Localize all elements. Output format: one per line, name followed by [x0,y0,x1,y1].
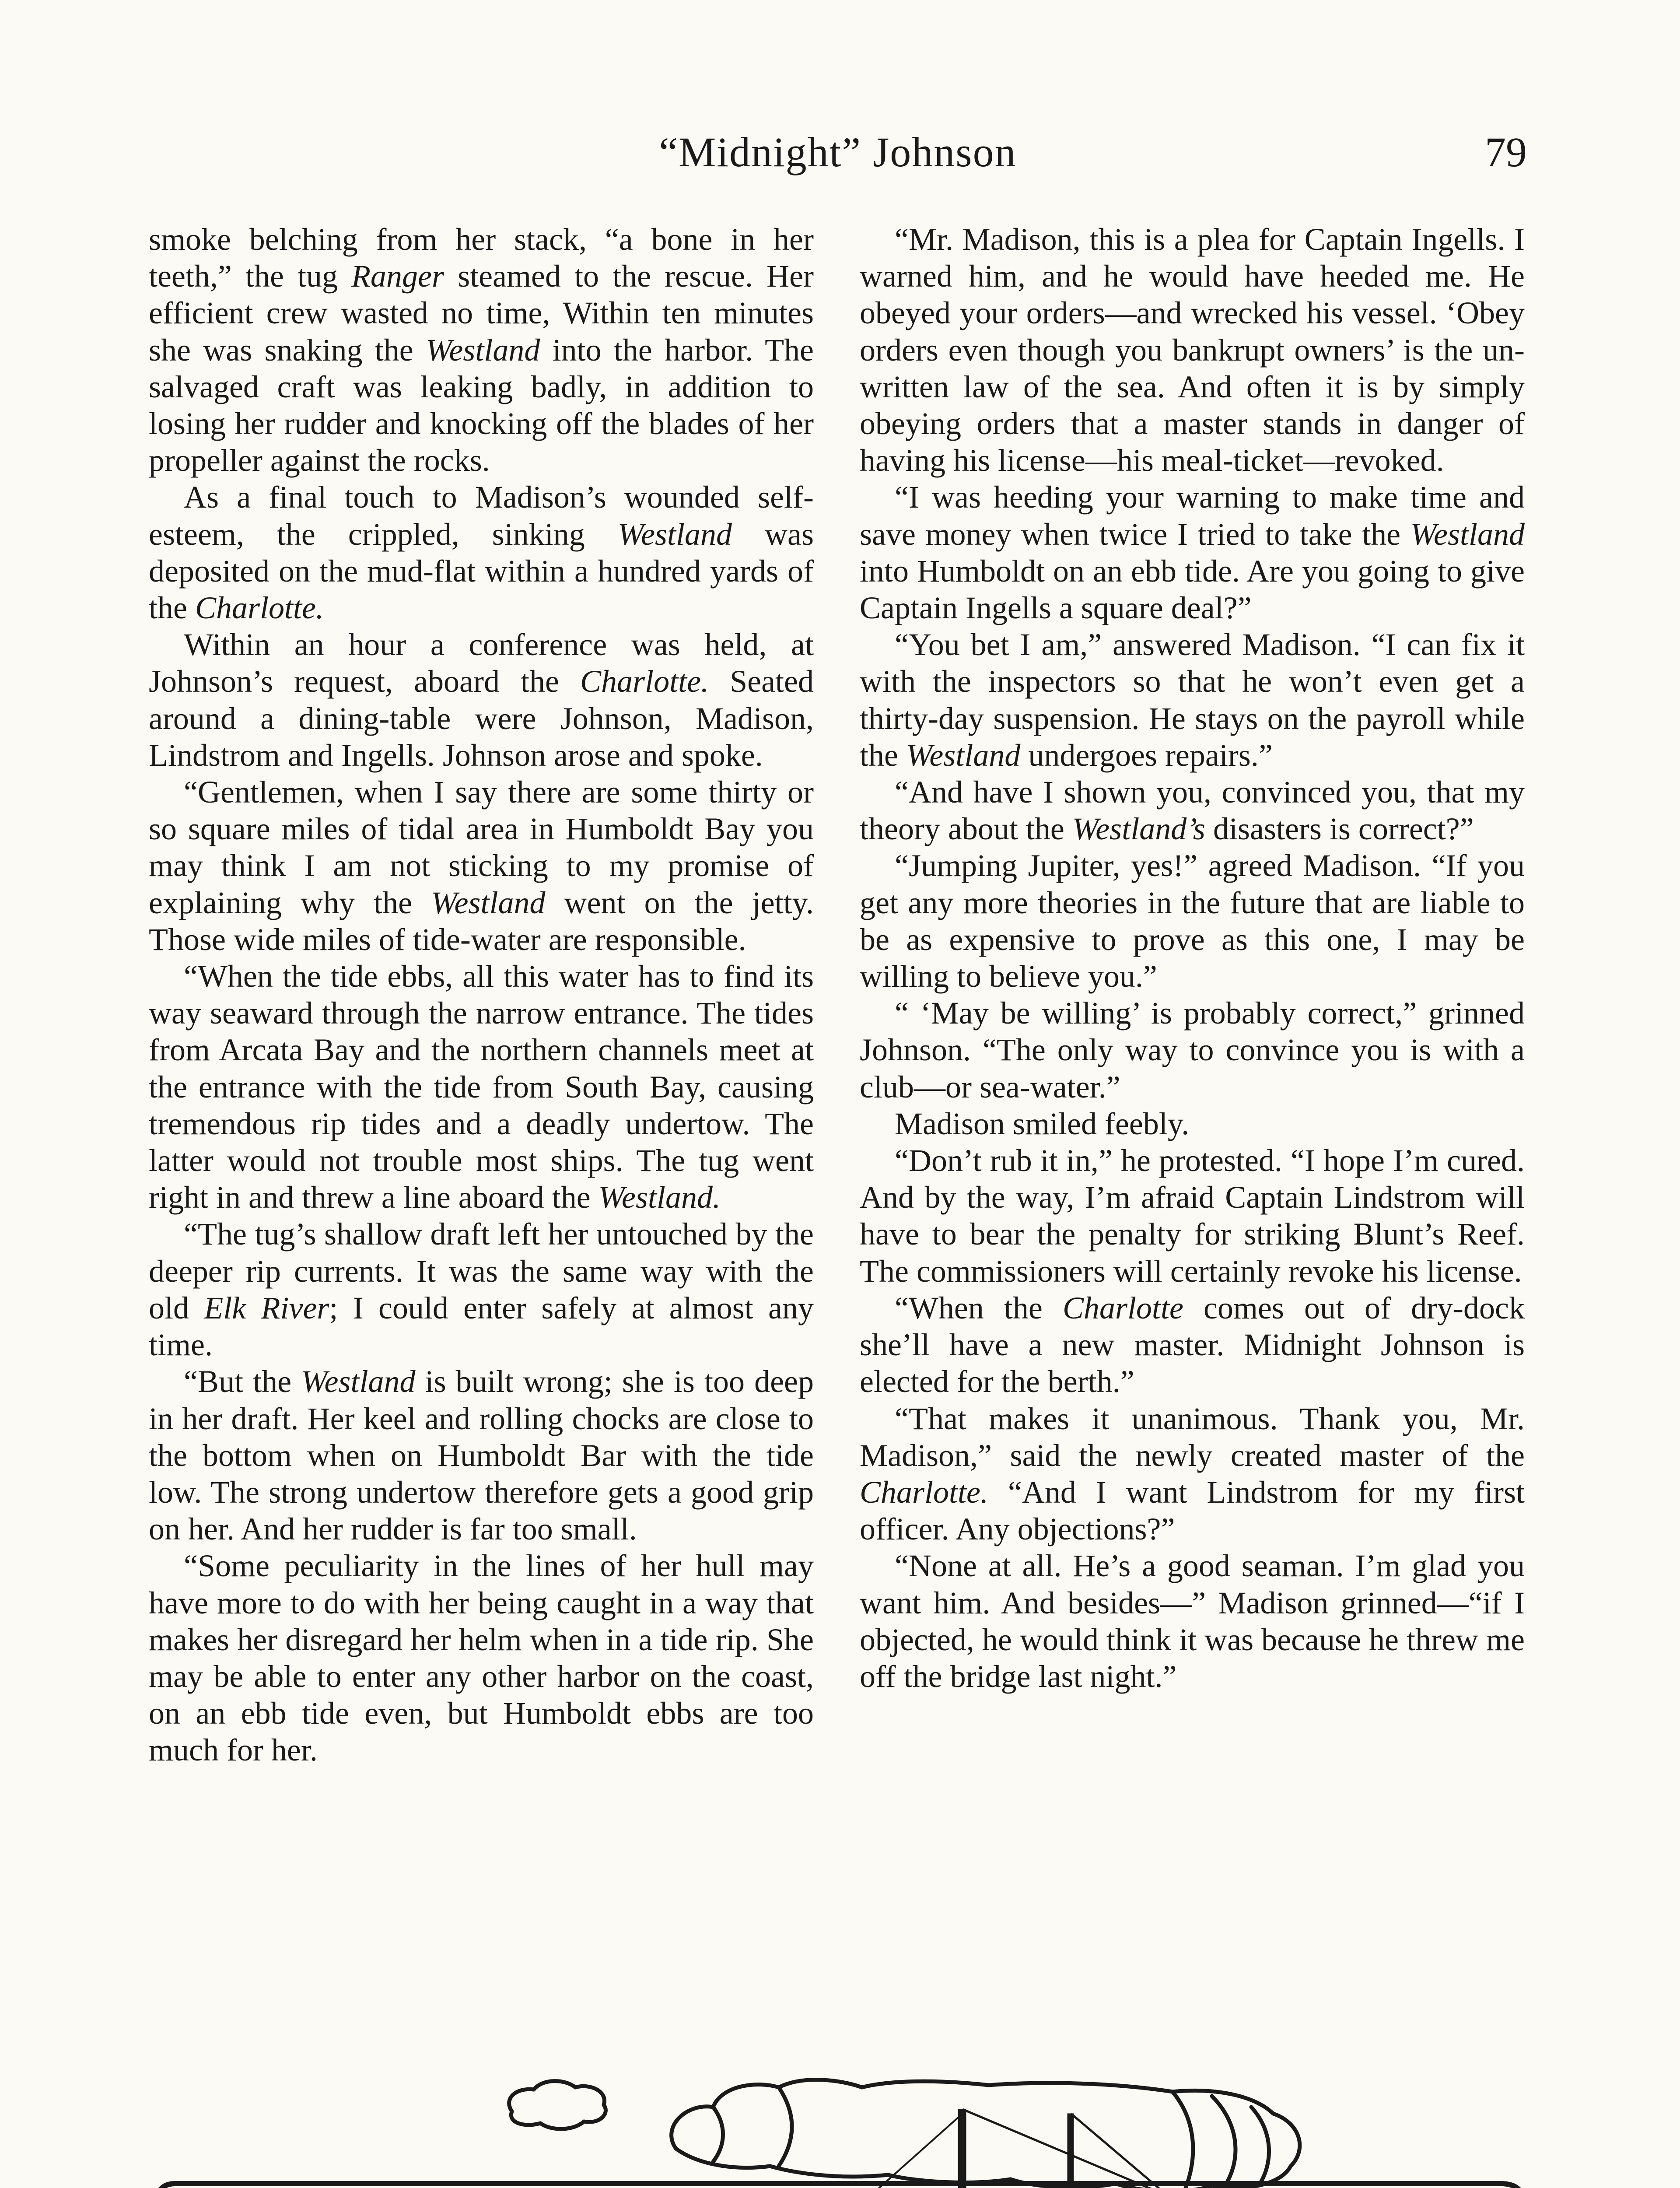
page-number: 79 [1485,129,1527,175]
paragraph [860,1547,1525,1695]
paragraph [149,221,814,479]
italic-text: Westland [617,516,732,552]
italic-text: Westland [1410,516,1525,552]
text-run: “And have I shown you, convinced you, that my theory about the [860,775,1525,847]
left-text-column [149,221,814,1769]
text-run: went on the jetty. Those wide miles of tide-water are responsible. [149,885,814,957]
italic-text: Westland [431,885,546,920]
text-run: “That makes it unanimous. Thank you, Mr. Madison,” said the newly created master of the [860,1401,1525,1473]
text-run: As a final touch to Madison’s wounded self-esteem, the crippled, sinking [149,480,814,552]
paragraph [149,479,814,626]
italic-text: Westland. [598,1180,721,1215]
italic-text: Westland [301,1364,416,1399]
text-run: “Some peculiarity in the lines of her hull may have more to do with her being caught in a way that makes her disregard her helm when in a tide rip. She may be able to enter any other harbor on the coast, on an ebb tide even, but Humboldt ebbs are too much for her. [149,1548,814,1768]
paragraph [149,1216,814,1363]
paragraph [149,626,814,774]
text-run: “When the [895,1290,1063,1325]
paragraph [149,1363,814,1547]
italic-text: Charlotte [1062,1290,1183,1325]
paragraph [860,1290,1525,1400]
italic-text: Westland [906,737,1021,773]
text-run: steamed to the rescue. Her efficient crew wasted no time, Within ten minutes she was snaking the [149,259,814,368]
paragraph [149,958,814,1216]
text-run: “Don’t rub it in,” he protested. “I hope I’m cured. And by the way, I’m afraid Captain Lindstrom will have to bear the penalty for striking Blunt’s Reef. The commissioners will certainly revoke his license. [860,1143,1525,1289]
text-run: “But the [184,1364,301,1399]
text-run: “You bet I am,” answered Madison. “I can fix it with the inspectors so that he won’t even get a thirty-day suspension. He stays on the payroll while the [860,627,1525,773]
text-run: “The tug’s shallow draft left her untouched by the deeper rip currents. It was the same way with the old [149,1217,814,1325]
steamship-illustration [144,2009,1536,2188]
italic-text: Elk River [204,1290,329,1325]
text-run: into the harbor. The salvaged craft was leaking badly, in addition to losing her rudder and knocking off the blades of her propeller against the rocks. [149,332,814,478]
text-run: is built wrong; she is too deep in her draft. Her keel and rolling chocks are close to the bottom when on Humboldt Bar with the tide low. The strong undertow therefore gets a good grip on her. And her rudder is far too small. [149,1364,814,1547]
paragraph [149,774,814,958]
paragraph [860,1105,1525,1142]
italic-text: Charlotte. [580,664,709,699]
text-run: “When the tide ebbs, all this water has to find its way seaward through the narrow entrance. The tides from Arcata Bay and the northern channels meet at the entrance with the tide from South Bay, causing tremendous rip tides and a deadly undertow. The latter would not trouble most ships. The tug went right in and threw a line aboard the [149,959,814,1215]
text-run: “ ‘May be willing’ is probably correct,” grinned Johnson. “The only way to convince you is with a club—or sea-water.” [860,996,1525,1105]
italic-text: Westland [426,332,540,368]
running-header [149,128,1527,180]
italic-text: Charlotte. [195,590,324,626]
paragraph [149,1547,814,1768]
text-run: was deposited on the mud-flat within a hundred yards of the [149,516,814,626]
paragraph [860,847,1525,995]
paragraph [860,1142,1525,1290]
paragraph [860,221,1525,479]
text-run: “I was heeding your warning to make time and save money when twice I tried to take the [860,480,1525,552]
text-run: undergoes repairs.” [1020,737,1273,773]
running-title: “Midnight” Johnson [659,129,1017,175]
italic-text: Ranger [351,259,444,294]
paragraph [860,626,1525,774]
paragraph [860,995,1525,1105]
text-run: ; I could enter safely at almost any time. [149,1290,814,1363]
text-run: Madison smiled feebly. [895,1106,1190,1141]
italic-text: Charlotte. [860,1474,989,1510]
paragraph [860,479,1525,626]
text-run: smoke belching from her stack, “a bone in her teeth,” the tug [149,222,814,294]
text-run: “Gentlemen, when I say there are some thirty or so square miles of tidal area in Humboldt Bay you may think I am not sticking to my promise of explaining why the [149,775,814,920]
text-run: “None at all. He’s a good seaman. I’m glad you want him. And besides—” Madison grinned—“if I objected, he would think it was because he threw me off the bridge last night.” [860,1548,1525,1694]
smoke-trail [672,2080,1300,2188]
paragraph [860,1400,1525,1548]
text-run: Within an hour a conference was held, at Johnson’s request, aboard the [149,627,814,699]
italic-text: Westland’s [1072,811,1205,847]
text-run: “And I want Lindstrom for my first officer. Any objections?” [860,1474,1525,1547]
paragraph [860,774,1525,847]
text-run: disasters is correct?” [1205,811,1474,847]
text-run: “Mr. Madison, this is a plea for Captain Ingells. I warned him, and he would have heeded me. He obeyed your orders—and wrecked his vessel. ‘Obey orders even though you bankrupt owners’ is the unwritten law of the sea. And often it is by simply obeying orders that a master stands in danger of having his license—his meal-ticket—revoked. [860,222,1525,478]
text-run: comes out of dry-dock she’ll have a new master. Midnight Johnson is elected for the berth.” [860,1290,1525,1399]
text-run: into Humboldt on an ebb tide. Are you going to give Captain Ingells a square deal?” [860,553,1525,626]
text-run: “Jumping Jupiter, yes!” agreed Madison. “If you get any more theories in the future that are liable to be as expensive to prove as this one, I may be willing to believe you.” [860,848,1525,994]
cloud-puff [509,2081,606,2129]
text-run: Seated around a dining-table were Johnson, Madison, Lindstrom and Ingells. Johnson arose and spoke. [149,664,814,773]
right-text-column [860,221,1525,1695]
